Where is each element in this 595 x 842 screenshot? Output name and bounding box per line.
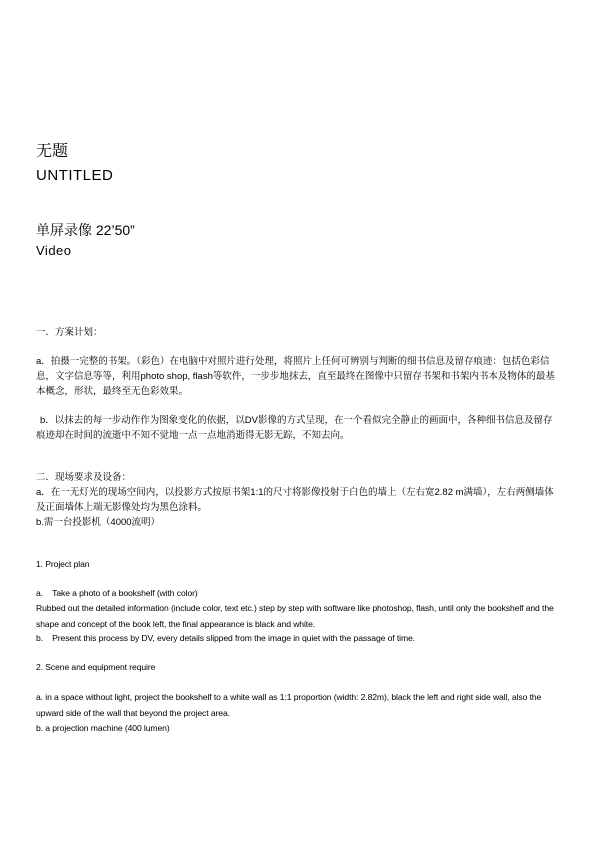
title-chinese: 无题 [36,143,69,160]
en-plan-b-text: Present this process by DV, every details slipped from the image in quiet with the passage of time. [52,633,415,643]
en-plan-b-label: b. [36,633,43,643]
medium-chinese: 单屏录像 22’50” [36,222,135,238]
cn-scene-b: b.需一台投影机（4000流明） [36,517,161,528]
medium-english: Video [36,243,72,258]
cn-plan-b: b．以抹去的每一步动作作为图象变化的依据，以DV影像的方式呈现，在一个看似完全静止的画面中，各种细书信息及留存痕迹却在时间的流逝中不知不觉地一点一点地消逝得无影无踪，不知去向。 [36,415,553,441]
en-plan-b-line [36,631,561,647]
title-english: UNTITLED [36,167,114,184]
cn-plan-heading: 一．方案计划： [36,327,103,338]
en-plan-a-line [36,586,561,602]
en-scene-heading: 2. Scene and equipment require [36,662,156,672]
cn-scene-a: a．在一无灯光的现场空间内，以投影方式按原书架1:1的尺寸将影像投射于白色的墙上（左右宽2.82 m满墙），左右两侧墙体及正面墙体上端无影像处均为黑色涂料。 [36,487,554,513]
en-scene-b: b. a projection machine (400 lumen) [36,723,170,733]
en-plan-a-text: Take a photo of a bookshelf (with color) [52,588,198,598]
en-plan-a-label: a. [36,588,43,598]
en-plan-heading: 1. Project plan [36,559,90,569]
cn-plan-a: a．拍摄一完整的书架。（彩色）在电脑中对照片进行处理，将照片上任何可辨别与判断的细书信息及留存痕迹：包括色彩信息，文字信息等等，利用photo shop, flash等软件，一步步地抹去，直至最终在图像中只留存书架和书架内书本及物体的最基本概念，形状，最终至无色彩效果。 [36,356,555,397]
en-scene-a: a. in a space without light, project the bookshelf to a white wall as 1:1 proportion (width: 2.82m), black the left and right side wall, also the upward side of the wall that beyond the project area. [36,692,542,718]
en-plan-a-detail: Rubbed out the detailed information (include color, text etc.) step by step with software like photoshop, flash, until only the bookshelf and the shape and concept of the book left, the final appearance is black and white. [36,603,554,629]
cn-scene-heading: 二．现场要求及设备： [36,472,132,483]
